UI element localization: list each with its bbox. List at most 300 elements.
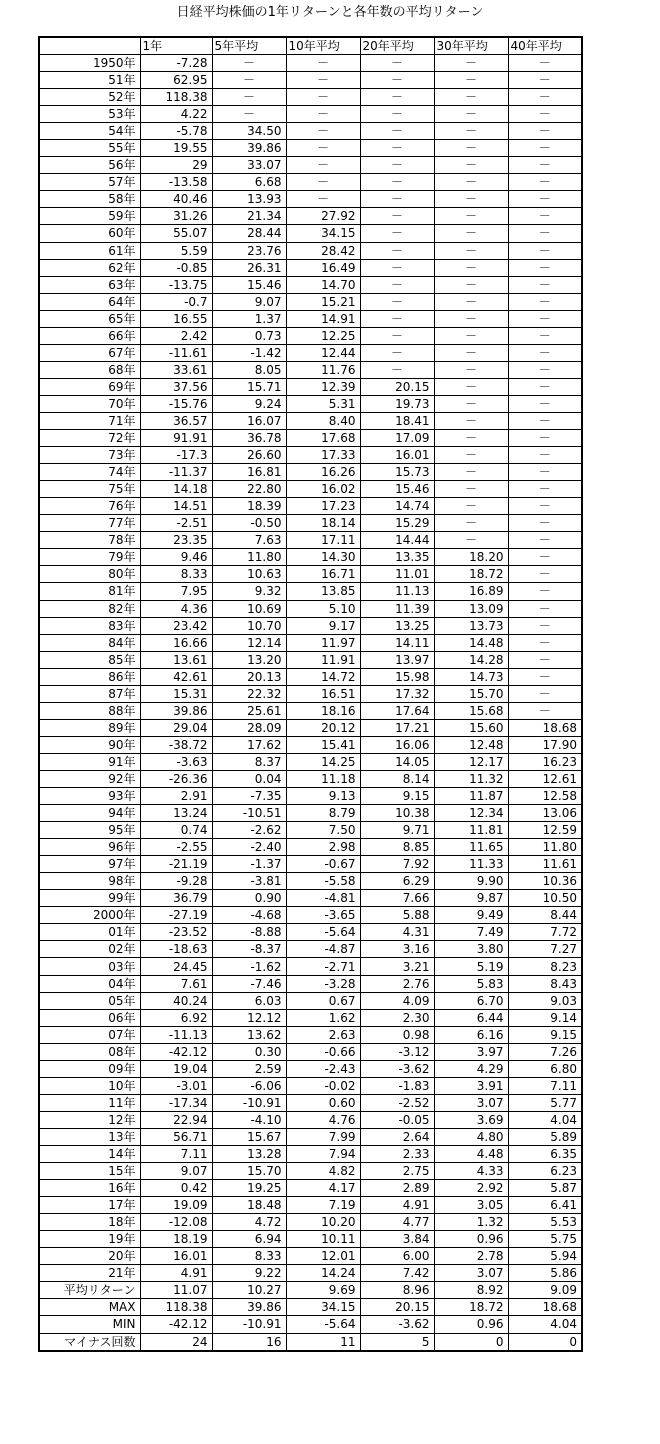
page-title: 日経平均株価の1年リターンと各年数の平均リターン [176,5,484,20]
value-cell: -4.68 [212,907,286,924]
row-label: 11年 [39,1094,140,1111]
value-cell: 7.92 [360,856,434,873]
value-cell: － [360,344,434,361]
value-cell: 28.44 [212,225,286,242]
value-cell: 8.44 [508,907,582,924]
value-cell: － [508,447,582,464]
value-cell: － [508,685,582,702]
table-row [39,805,582,822]
value-cell: 2.33 [360,1146,434,1163]
value-cell: 21.34 [212,208,286,225]
value-cell: 2.78 [434,1248,508,1265]
value-cell: 6.44 [434,1009,508,1026]
value-cell: 15.41 [286,736,360,753]
value-cell: -3.63 [140,753,212,770]
value-cell: － [508,55,582,72]
value-cell: 6.23 [508,1163,582,1180]
value-cell: 9.22 [212,1265,286,1282]
table-row [39,464,582,481]
value-cell: 2.64 [360,1128,434,1145]
value-cell: 6.03 [212,992,286,1009]
table-row [39,1180,582,1197]
value-cell: － [508,532,582,549]
table-row [39,890,582,907]
value-cell: 33.61 [140,361,212,378]
value-cell: － [508,225,582,242]
value-cell: － [286,191,360,208]
value-cell: 62.95 [140,72,212,89]
value-cell: -11.61 [140,344,212,361]
row-label: 80年 [39,566,140,583]
value-cell: 6.00 [360,1248,434,1265]
value-cell: -1.42 [212,344,286,361]
value-cell: － [508,566,582,583]
value-cell: 15.46 [360,481,434,498]
value-cell: － [434,191,508,208]
table-row [39,1163,582,1180]
table-row [39,549,582,566]
row-label: 52年 [39,89,140,106]
value-cell: 14.51 [140,498,212,515]
value-cell: 4.72 [212,1214,286,1231]
value-cell: 10.11 [286,1231,360,1248]
value-cell: -2.55 [140,839,212,856]
value-cell: － [434,157,508,174]
value-cell: 0 [508,1333,582,1351]
row-label: 21年 [39,1265,140,1282]
value-cell: － [360,259,434,276]
value-cell: 13.20 [212,651,286,668]
value-cell: － [508,157,582,174]
value-cell: 17.64 [360,702,434,719]
value-cell: 16.51 [286,685,360,702]
table-row [39,532,582,549]
value-cell: 9.24 [212,395,286,412]
value-cell: 7.11 [508,1077,582,1094]
value-cell: － [508,412,582,429]
value-cell: 6.29 [360,873,434,890]
row-label: 65年 [39,310,140,327]
value-cell: 3.80 [434,941,508,958]
row-label: 59年 [39,208,140,225]
value-cell: -2.51 [140,515,212,532]
row-label: 69年 [39,378,140,395]
value-cell: 14.30 [286,549,360,566]
value-cell: 4.31 [360,924,434,941]
table-row [39,702,582,719]
value-cell: -3.01 [140,1077,212,1094]
value-cell: 7.50 [286,822,360,839]
value-cell: 7.99 [286,1128,360,1145]
value-cell: 8.14 [360,770,434,787]
value-cell: 14.74 [360,498,434,515]
value-cell: 10.36 [508,873,582,890]
table-row [39,1043,582,1060]
row-label: 07年 [39,1026,140,1043]
value-cell: -27.19 [140,907,212,924]
value-cell: 18.19 [140,1231,212,1248]
value-cell: 15.71 [212,378,286,395]
value-cell: 14.11 [360,634,434,651]
value-cell: -0.02 [286,1077,360,1094]
value-cell: -38.72 [140,736,212,753]
value-cell: 39.86 [212,1299,286,1316]
value-cell: － [508,600,582,617]
table-row [39,123,582,140]
value-cell: － [360,361,434,378]
table-row [39,1248,582,1265]
row-label: 82年 [39,600,140,617]
value-cell: -4.87 [286,941,360,958]
value-cell: 6.70 [434,992,508,1009]
table-row [39,225,582,242]
value-cell: 7.95 [140,583,212,600]
value-cell: 13.61 [140,651,212,668]
value-cell: 11.07 [140,1282,212,1299]
value-cell: 27.92 [286,208,360,225]
value-cell: 118.38 [140,89,212,106]
row-label: 53年 [39,106,140,123]
value-cell: 18.39 [212,498,286,515]
value-cell: 3.21 [360,958,434,975]
value-cell: 18.41 [360,412,434,429]
row-label: 54年 [39,123,140,140]
value-cell: 9.07 [140,1163,212,1180]
value-cell: 37.56 [140,378,212,395]
value-cell: 2.63 [286,1026,360,1043]
row-label: 91年 [39,753,140,770]
value-cell: 4.91 [360,1197,434,1214]
value-cell: － [508,617,582,634]
summary-row [39,1316,582,1333]
value-cell: 14.91 [286,310,360,327]
summary-row [39,1333,582,1351]
value-cell: 5.10 [286,600,360,617]
value-cell: 14.73 [434,668,508,685]
value-cell: 4.04 [508,1111,582,1128]
value-cell: 7.72 [508,924,582,941]
value-cell: 29 [140,157,212,174]
value-cell: 12.59 [508,822,582,839]
row-label: 04年 [39,975,140,992]
table-row [39,583,582,600]
value-cell: － [360,157,434,174]
value-cell: 19.73 [360,395,434,412]
value-cell: 11.32 [434,770,508,787]
table-row [39,788,582,805]
value-cell: 9.14 [508,1009,582,1026]
value-cell: 15.29 [360,515,434,532]
row-label: 1950年 [39,55,140,72]
value-cell: 0.67 [286,992,360,1009]
row-label: 18年 [39,1214,140,1231]
value-cell: 0.74 [140,822,212,839]
value-cell: － [360,327,434,344]
value-cell: 9.13 [286,788,360,805]
value-cell: 4.76 [286,1111,360,1128]
value-cell: － [360,123,434,140]
value-cell: － [434,89,508,106]
value-cell: － [434,515,508,532]
value-cell: － [508,72,582,89]
table-row [39,344,582,361]
value-cell: 13.28 [212,1146,286,1163]
table-row [39,293,582,310]
value-cell: 13.35 [360,549,434,566]
header-corner-cell [39,37,140,55]
value-cell: 18.14 [286,515,360,532]
row-label: 55年 [39,140,140,157]
table-row [39,515,582,532]
value-cell: 11.13 [360,583,434,600]
value-cell: 8.05 [212,361,286,378]
table-row [39,1214,582,1231]
value-cell: 9.17 [286,617,360,634]
value-cell: 11 [286,1333,360,1351]
row-label: 56年 [39,157,140,174]
value-cell: 7.66 [360,890,434,907]
value-cell: 6.16 [434,1026,508,1043]
value-cell: 5.31 [286,395,360,412]
table-row [39,1009,582,1026]
value-cell: 18.16 [286,702,360,719]
row-label: 63年 [39,276,140,293]
value-cell: 23.35 [140,532,212,549]
value-cell: -12.08 [140,1214,212,1231]
value-cell: 11.87 [434,788,508,805]
value-cell: 11.80 [508,839,582,856]
value-cell: -6.06 [212,1077,286,1094]
row-label: 02年 [39,941,140,958]
row-label: 03年 [39,958,140,975]
value-cell: － [508,378,582,395]
table-row [39,873,582,890]
value-cell: 12.01 [286,1248,360,1265]
value-cell: 28.09 [212,719,286,736]
value-cell: 4.33 [434,1163,508,1180]
value-cell: 4.91 [140,1265,212,1282]
table-row [39,924,582,941]
table-row [39,327,582,344]
row-label: 61年 [39,242,140,259]
value-cell: -11.37 [140,464,212,481]
value-cell: 16.55 [140,310,212,327]
value-cell: -3.62 [360,1316,434,1333]
value-cell: 2.59 [212,1060,286,1077]
row-label: MIN [39,1316,140,1333]
value-cell: 16.26 [286,464,360,481]
table-row [39,140,582,157]
value-cell: 2.75 [360,1163,434,1180]
row-label: 20年 [39,1248,140,1265]
value-cell: － [434,259,508,276]
value-cell: 2.89 [360,1180,434,1197]
value-cell: 11.61 [508,856,582,873]
value-cell: -0.66 [286,1043,360,1060]
value-cell: 11.80 [212,549,286,566]
value-cell: － [508,395,582,412]
value-cell: － [508,293,582,310]
value-cell: 14.70 [286,276,360,293]
table-row [39,856,582,873]
table-row [39,498,582,515]
value-cell: 4.04 [508,1316,582,1333]
value-cell: 13.25 [360,617,434,634]
value-cell: 12.34 [434,805,508,822]
value-cell: － [434,481,508,498]
value-cell: － [434,412,508,429]
value-cell: 13.73 [434,617,508,634]
value-cell: 2.98 [286,839,360,856]
table-row [39,736,582,753]
value-cell: 7.94 [286,1146,360,1163]
table-row [39,157,582,174]
value-cell: 7.49 [434,924,508,941]
value-cell: 19.25 [212,1180,286,1197]
value-cell: 10.20 [286,1214,360,1231]
value-cell: 8.43 [508,975,582,992]
table-row [39,1026,582,1043]
value-cell: 0 [434,1333,508,1351]
value-cell: 16.66 [140,634,212,651]
value-cell: 13.97 [360,651,434,668]
value-cell: － [434,532,508,549]
value-cell: 24 [140,1333,212,1351]
value-cell: -7.28 [140,55,212,72]
value-cell: － [508,327,582,344]
table-row [39,668,582,685]
value-cell: 3.91 [434,1077,508,1094]
row-label: 81年 [39,583,140,600]
value-cell: 3.07 [434,1094,508,1111]
column-header: 30年平均 [434,37,508,55]
value-cell: 14.72 [286,668,360,685]
row-label: 13年 [39,1128,140,1145]
table-row [39,1077,582,1094]
value-cell: -5.78 [140,123,212,140]
value-cell: － [286,72,360,89]
value-cell: 91.91 [140,430,212,447]
value-cell: 39.86 [140,702,212,719]
column-header: 40年平均 [508,37,582,55]
value-cell: 9.69 [286,1282,360,1299]
table-row [39,1111,582,1128]
value-cell: 17.32 [360,685,434,702]
table-row [39,174,582,191]
row-label: 68年 [39,361,140,378]
value-cell: 15.70 [434,685,508,702]
value-cell: 17.09 [360,430,434,447]
value-cell: － [434,310,508,327]
value-cell: 5.83 [434,975,508,992]
row-label: MAX [39,1299,140,1316]
value-cell: 9.15 [360,788,434,805]
value-cell: 34.15 [286,225,360,242]
value-cell: － [360,174,434,191]
row-label: 99年 [39,890,140,907]
value-cell: 8.33 [140,566,212,583]
value-cell: 11.81 [434,822,508,839]
row-label: 60年 [39,225,140,242]
value-cell: 8.92 [434,1282,508,1299]
value-cell: 14.24 [286,1265,360,1282]
table-row [39,839,582,856]
value-cell: 25.61 [212,702,286,719]
value-cell: 19.09 [140,1197,212,1214]
value-cell: 2.76 [360,975,434,992]
table-row [39,89,582,106]
value-cell: 0.98 [360,1026,434,1043]
returns-table [38,36,583,1352]
value-cell: -17.3 [140,447,212,464]
value-cell: 5.88 [360,907,434,924]
value-cell: -3.81 [212,873,286,890]
row-label: 12年 [39,1111,140,1128]
table-row [39,1060,582,1077]
value-cell: － [508,549,582,566]
value-cell: 4.48 [434,1146,508,1163]
value-cell: 5.86 [508,1265,582,1282]
value-cell: 7.63 [212,532,286,549]
table-row [39,617,582,634]
value-cell: 15.68 [434,702,508,719]
value-cell: -4.81 [286,890,360,907]
value-cell: 2.30 [360,1009,434,1026]
value-cell: － [434,55,508,72]
row-label: 01年 [39,924,140,941]
value-cell: 42.61 [140,668,212,685]
table-row [39,685,582,702]
value-cell: -4.10 [212,1111,286,1128]
value-cell: 23.76 [212,242,286,259]
value-cell: 20.15 [360,1299,434,1316]
value-cell: 4.22 [140,106,212,123]
value-cell: 6.80 [508,1060,582,1077]
header-row [39,37,582,55]
value-cell: － [286,55,360,72]
value-cell: － [508,430,582,447]
value-cell: － [434,293,508,310]
value-cell: 8.40 [286,412,360,429]
value-cell: 36.57 [140,412,212,429]
value-cell: 3.69 [434,1111,508,1128]
value-cell: 19.55 [140,140,212,157]
value-cell: -8.37 [212,941,286,958]
value-cell: 9.03 [508,992,582,1009]
value-cell: 6.94 [212,1231,286,1248]
value-cell: － [360,242,434,259]
table-row [39,1146,582,1163]
value-cell: 16.07 [212,412,286,429]
value-cell: 16.02 [286,481,360,498]
table-row [39,259,582,276]
value-cell: － [508,276,582,293]
value-cell: － [434,498,508,515]
value-cell: 9.07 [212,293,286,310]
value-cell: 10.27 [212,1282,286,1299]
value-cell: 39.86 [212,140,286,157]
value-cell: － [434,361,508,378]
value-cell: － [508,123,582,140]
row-label: 88年 [39,702,140,719]
row-label: 93年 [39,788,140,805]
value-cell: － [508,344,582,361]
value-cell: 12.48 [434,736,508,753]
value-cell: 13.06 [508,805,582,822]
value-cell: 20.12 [286,719,360,736]
value-cell: 17.21 [360,719,434,736]
value-cell: 11.39 [360,600,434,617]
